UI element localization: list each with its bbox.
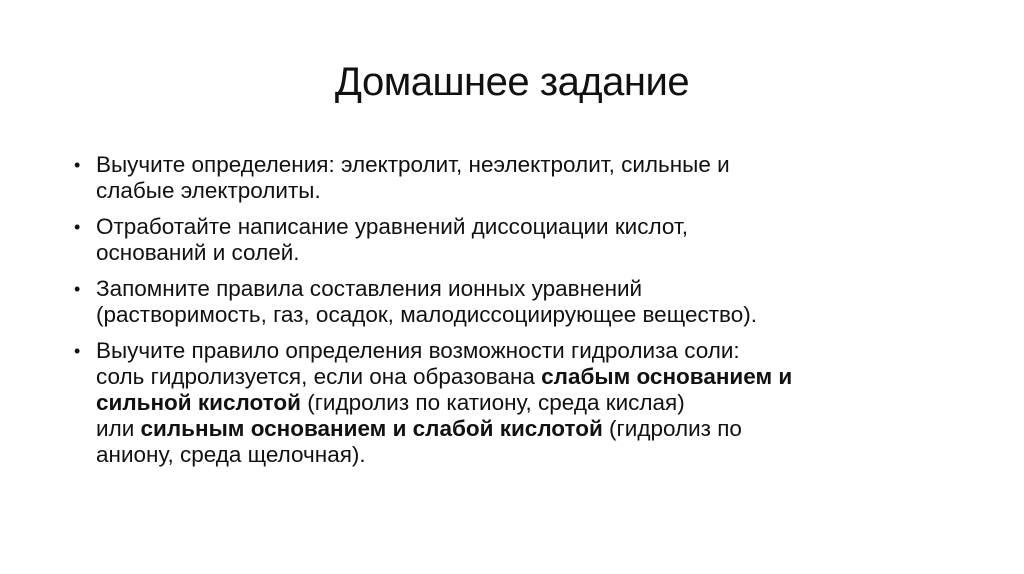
item-text-plain: (гидролиз по (602, 416, 742, 441)
slide-title: Домашнее задание (334, 60, 690, 104)
item-text-plain: или (96, 416, 141, 441)
bullet-icon: • (74, 155, 81, 175)
item-text-line (96, 364, 954, 390)
item-text-line: оснований и солей. (96, 240, 300, 265)
item-text-line (96, 390, 954, 416)
list-item (74, 338, 954, 468)
item-text-line: слабые электролиты. (96, 178, 321, 203)
bullet-icon: • (74, 341, 81, 361)
list-item (74, 152, 954, 204)
item-text-bold: сильным основанием и слабой кислотой (140, 416, 603, 441)
item-text-bold: слабым основанием и (541, 364, 793, 389)
item-text-plain: (гидролиз по катиону, среда кислая) (300, 390, 685, 415)
item-text-line (96, 338, 954, 364)
item-text-line: Выучите определения: электролит, неэлектролит, сильные и (96, 152, 730, 177)
item-text-line (96, 416, 954, 442)
list-item (74, 214, 954, 266)
item-text-plain: соль гидролизуется, если она образована (96, 364, 542, 389)
item-text-line: (растворимость, газ, осадок, малодиссоциирующее вещество). (96, 302, 757, 327)
item-text-bold: сильной кислотой (96, 390, 301, 415)
list-item (74, 276, 954, 328)
item-text-line: Запомните правила составления ионных уравнений (96, 276, 643, 301)
bullet-list (74, 152, 954, 478)
item-text-plain: аниону, среда щелочная). (96, 442, 366, 467)
bullet-icon: • (74, 279, 81, 299)
bullet-icon: • (74, 217, 81, 237)
item-text-line: Отработайте написание уравнений диссоциации кислот, (96, 214, 688, 239)
item-text-plain: Выучите правило определения возможности гидролиза соли: (96, 338, 740, 363)
item-text-line (96, 442, 954, 468)
